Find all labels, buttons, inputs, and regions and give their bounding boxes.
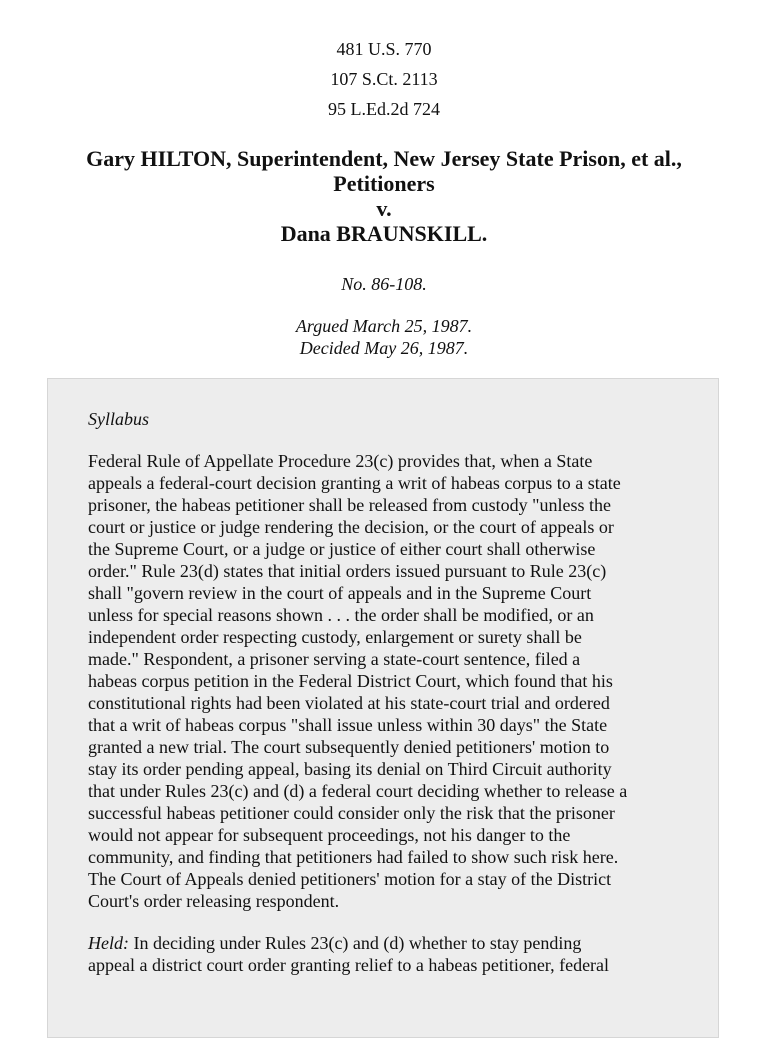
syllabus-line: The Court of Appeals denied petitioners' motion for a stay of the District (88, 869, 612, 889)
syllabus-line: the Supreme Court, or a judge or justice of either court shall otherwise (88, 539, 596, 559)
us-reports-citation: 481 U.S. 770 (336, 39, 432, 59)
held-text-1: In deciding under Rules 23(c) and (d) whether to stay pending (128, 933, 582, 953)
syllabus-line: shall "govern review in the court of appeals and in the Supreme Court (88, 583, 592, 603)
syllabus-line: granted a new trial. The court subsequently denied petitioners' motion to (88, 737, 610, 757)
docket-number: No. 86-108. (341, 274, 427, 294)
syllabus-line: prisoner, the habeas petitioner shall be released from custody "unless the (88, 495, 611, 515)
syllabus-line: court or justice or judge rendering the decision, or the court of appeals or (88, 517, 614, 537)
syllabus-line: unless for special reasons shown . . . the order shall be modified, or an (88, 605, 594, 625)
syllabus-line: habeas corpus petition in the Federal District Court, which found that his (88, 671, 613, 691)
held-line-1 (88, 932, 688, 954)
supreme-court-reporter-citation: 107 S.Ct. 2113 (330, 69, 438, 89)
case-title (0, 146, 768, 246)
held-paragraph (88, 932, 688, 976)
held-line-2: appeal a district court order granting relief to a habeas petitioner, federal (88, 955, 610, 975)
syllabus-line: stay its order pending appeal, basing its denial on Third Circuit authority (88, 759, 612, 779)
held-label: Held: (88, 933, 129, 953)
syllabus-paragraph (88, 450, 688, 912)
petitioner-line-1: Gary HILTON, Superintendent, New Jersey State Prison, et al., (86, 146, 682, 171)
syllabus-heading: Syllabus (88, 409, 149, 429)
syllabus-line: Federal Rule of Appellate Procedure 23(c) provides that, when a State (88, 451, 593, 471)
syllabus-line: order." Rule 23(d) states that initial orders issued pursuant to Rule 23(c) (88, 561, 607, 581)
citations (0, 34, 768, 124)
syllabus-line: that under Rules 23(c) and (d) a federal court deciding whether to release a (88, 781, 628, 801)
syllabus-line: independent order respecting custody, enlargement or surety shall be (88, 627, 582, 647)
respondent: Dana BRAUNSKILL. (280, 221, 488, 246)
syllabus-line: successful habeas petitioner could consider only the risk that the prisoner (88, 803, 615, 823)
syllabus-box (47, 378, 719, 1038)
case-dates (0, 315, 768, 359)
syllabus-line: made." Respondent, a prisoner serving a state-court sentence, filed a (88, 649, 581, 669)
syllabus-line: would not appear for subsequent proceedings, not his danger to the (88, 825, 571, 845)
syllabus-line: appeals a federal-court decision granting a writ of habeas corpus to a state (88, 473, 621, 493)
syllabus-line: that a writ of habeas corpus "shall issue unless within 30 days" the State (88, 715, 608, 735)
syllabus-line: Court's order releasing respondent. (88, 891, 340, 911)
decided-date: Decided May 26, 1987. (299, 338, 469, 358)
petitioner-line-2: Petitioners (333, 171, 435, 196)
syllabus-line: community, and finding that petitioners had failed to show such risk here. (88, 847, 619, 867)
syllabus-line: constitutional rights had been violated at his state-court trial and ordered (88, 693, 610, 713)
lawyers-edition-citation: 95 L.Ed.2d 724 (328, 99, 440, 119)
versus: v. (376, 196, 392, 221)
argued-date: Argued March 25, 1987. (295, 316, 473, 336)
